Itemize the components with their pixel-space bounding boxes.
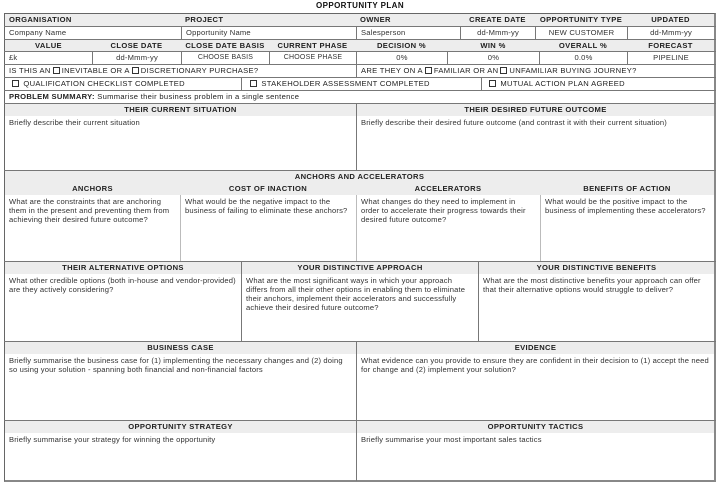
overall-pct-value: 0.0% xyxy=(540,52,627,64)
inevitable-checkbox[interactable] xyxy=(53,67,60,74)
problem-summary-label: PROBLEM SUMMARY: xyxy=(9,92,95,101)
anchors-title: ANCHORS xyxy=(5,183,180,195)
checklist-item-qualification[interactable] xyxy=(6,78,185,90)
evidence-title: EVIDENCE xyxy=(357,342,714,354)
accelerators-field[interactable]: What changes do they need to implement in order to accelerate their progress towards their desired future outcome? xyxy=(361,197,526,224)
stakeholder-checkbox[interactable] xyxy=(250,80,257,87)
distinctive-approach-field[interactable]: What are the most significant ways in which your approach differs from all their other options in enabling them to eliminate their anchors, implement their accelerators and successfully achieve their desired future outcome? xyxy=(246,276,466,312)
opportunity-type-select[interactable]: NEW CUSTOMER xyxy=(536,27,627,39)
buying-journey-question xyxy=(357,65,637,77)
unfamiliar-checkbox[interactable] xyxy=(500,67,507,74)
label-organisation: ORGANISATION xyxy=(5,14,181,26)
opportunity-strategy-title: OPPORTUNITY STRATEGY xyxy=(5,421,356,433)
familiar-checkbox[interactable] xyxy=(425,67,432,74)
inevitable-label: INEVITABLE OR A xyxy=(61,66,130,75)
forecast-value: PIPELINE xyxy=(628,52,714,64)
accelerators-title: ACCELERATORS xyxy=(356,183,540,195)
unfamiliar-label: UNFAMILIAR BUYING JOURNEY? xyxy=(509,66,637,75)
page-title: OPPORTUNITY PLAN xyxy=(315,1,405,10)
create-date-field[interactable]: dd-Mmm-yy xyxy=(461,27,535,39)
business-case-title: BUSINESS CASE xyxy=(5,342,356,354)
benefits-of-action-title: BENEFITS OF ACTION xyxy=(540,183,714,195)
anchors-field[interactable]: What are the constraints that are anchoring them in the present and preventing them from achieving their desired future outcome? xyxy=(9,197,170,224)
stakeholder-label: STAKEHOLDER ASSESSMENT COMPLETED xyxy=(261,79,430,88)
distinctive-benefits-field[interactable]: What are the most distinctive benefits your approach can offer that their alternative options would struggle to deliver? xyxy=(483,276,701,294)
current-situation-field[interactable]: Briefly describe their current situation xyxy=(9,118,140,127)
checklist-item-stakeholder[interactable] xyxy=(244,78,430,90)
project-field[interactable]: Opportunity Name xyxy=(182,27,356,39)
evidence-field[interactable]: What evidence can you provide to ensure they are confident in their decision to (1) accept the need for change and (2) implement your solution? xyxy=(361,356,709,374)
business-case-field[interactable]: Briefly summarise the business case for (1) implementing the necessary changes and (2) doing so using your solution - spanning both financial and non-financial factors xyxy=(9,356,343,374)
label-opportunity-type: OPPORTUNITY TYPE xyxy=(535,14,627,26)
label-create-date: CREATE DATE xyxy=(460,14,535,26)
organisation-field[interactable]: Company Name xyxy=(5,27,181,39)
problem-summary[interactable] xyxy=(5,91,299,103)
cost-of-inaction-field[interactable]: What would be the negative impact to the business of failing to eliminate these anchors? xyxy=(185,197,348,215)
label-current-phase: CURRENT PHASE xyxy=(269,40,356,52)
discretionary-label: DISCRETIONARY PURCHASE? xyxy=(140,66,259,75)
win-pct-value[interactable]: 0% xyxy=(448,52,539,64)
purchase-question-prefix: IS THIS AN xyxy=(9,66,51,75)
alternative-options-field[interactable]: What other credible options (both in-house and vendor-provided) are they actively considering? xyxy=(9,276,236,294)
label-owner: OWNER xyxy=(356,14,460,26)
discretionary-checkbox[interactable] xyxy=(132,67,139,74)
label-updated: UPDATED xyxy=(627,14,714,26)
purchase-type-question xyxy=(5,65,258,77)
opportunity-strategy-field[interactable]: Briefly summarise your strategy for winning the opportunity xyxy=(9,435,216,444)
label-overall-pct: OVERALL % xyxy=(539,40,627,52)
cost-of-inaction-title: COST OF INACTION xyxy=(180,183,356,195)
alternative-options-title: THEIR ALTERNATIVE OPTIONS xyxy=(5,262,241,274)
label-project: PROJECT xyxy=(181,14,356,26)
label-value: VALUE xyxy=(5,40,92,52)
distinctive-approach-title: YOUR DISTINCTIVE APPROACH xyxy=(242,262,478,274)
value-field[interactable]: £k xyxy=(5,52,92,64)
anchors-accelerators-title: ANCHORS AND ACCELERATORS xyxy=(5,171,714,183)
qualification-label: QUALIFICATION CHECKLIST COMPLETED xyxy=(23,79,185,88)
label-forecast: FORECAST xyxy=(627,40,714,52)
label-close-date-basis: CLOSE DATE BASIS xyxy=(181,40,269,52)
updated-field[interactable]: dd-Mmm-yy xyxy=(628,27,714,39)
distinctive-benefits-title: YOUR DISTINCTIVE BENEFITS xyxy=(479,262,714,274)
qualification-checkbox[interactable] xyxy=(12,80,19,87)
label-close-date: CLOSE DATE xyxy=(92,40,181,52)
decision-pct-value[interactable]: 0% xyxy=(357,52,447,64)
mutual-action-plan-checkbox[interactable] xyxy=(489,80,496,87)
label-win-pct: WIN % xyxy=(447,40,539,52)
problem-summary-text: Summarise their business problem in a single sentence xyxy=(97,92,300,101)
future-outcome-title: THEIR DESIRED FUTURE OUTCOME xyxy=(357,104,714,116)
checklist-item-mutual-action-plan[interactable] xyxy=(483,78,625,90)
mutual-action-plan-label: MUTUAL ACTION PLAN AGREED xyxy=(500,79,625,88)
benefits-of-action-field[interactable]: What would be the positive impact to the business of implementing these accelerators? xyxy=(545,197,706,215)
close-date-field[interactable]: dd-Mmm-yy xyxy=(93,52,181,64)
opportunity-tactics-field[interactable]: Briefly summarise your most important sales tactics xyxy=(361,435,542,444)
current-phase-select[interactable]: CHOOSE PHASE xyxy=(270,52,356,64)
future-outcome-field[interactable]: Briefly describe their desired future outcome (and contrast it with their current situation) xyxy=(361,118,667,127)
current-situation-title: THEIR CURRENT SITUATION xyxy=(5,104,356,116)
opportunity-tactics-title: OPPORTUNITY TACTICS xyxy=(357,421,714,433)
owner-field[interactable]: Salesperson xyxy=(357,27,460,39)
familiar-label: FAMILIAR OR AN xyxy=(433,66,499,75)
journey-question-prefix: ARE THEY ON A xyxy=(361,66,423,75)
label-decision-pct: DECISION % xyxy=(356,40,447,52)
close-date-basis-select[interactable]: CHOOSE BASIS xyxy=(182,52,269,64)
